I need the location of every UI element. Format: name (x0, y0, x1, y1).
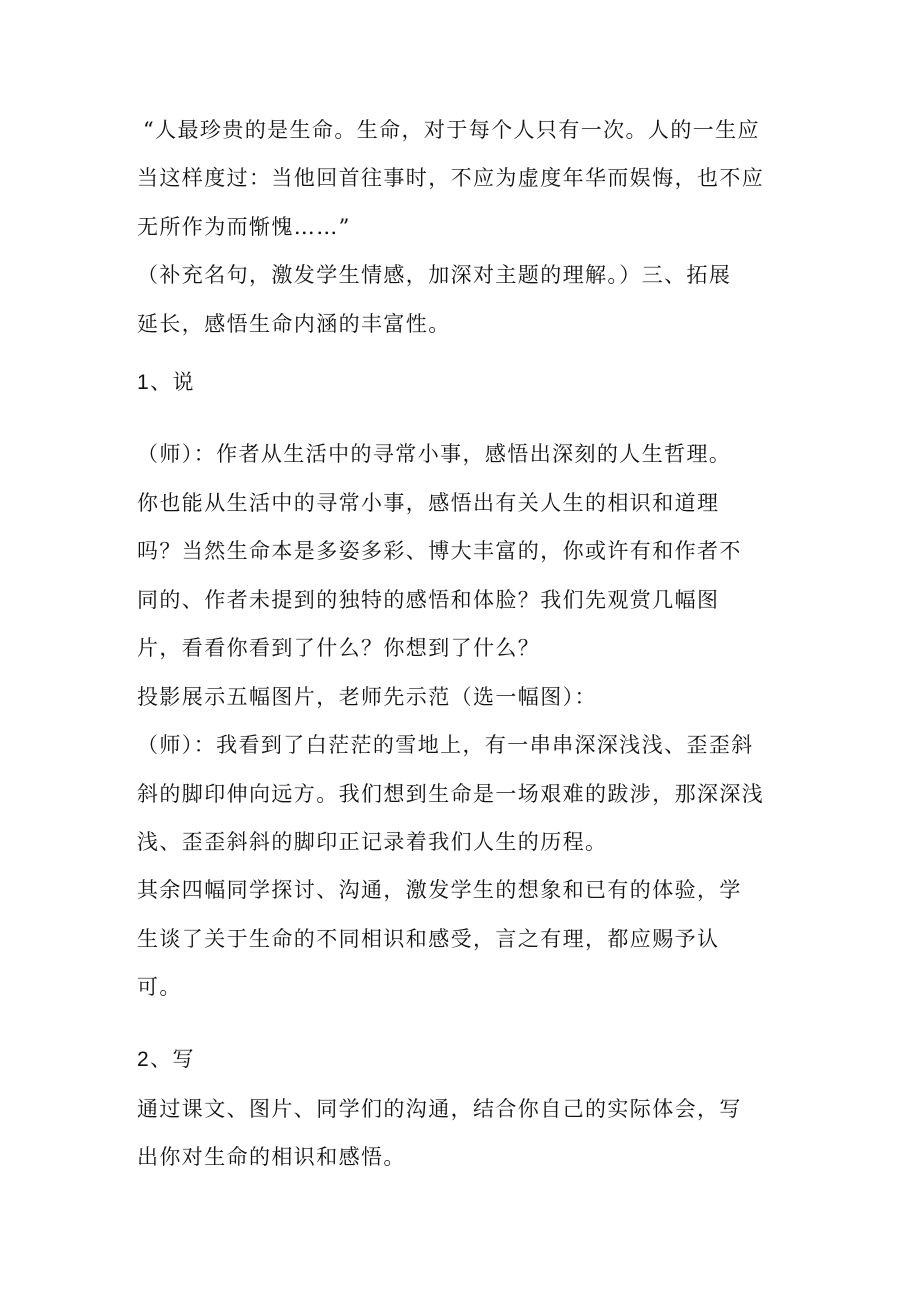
quote-line-2: 当这样度过：当他回首往事时，不应为虚度年华而娱悔，也不应 (137, 166, 765, 190)
paragraph-line: （师）：我看到了白茫茫的雪地上，有一串串深深浅浅、歪歪斜 (137, 733, 754, 757)
paragraph-line: （师）：作者从生活中的寻常小事，感悟出深刻的人生哲理。 (137, 442, 732, 466)
paragraph-line: 其余四幅同学探讨、沟通，激发学生的想象和已有的体验，学 (137, 878, 742, 902)
paragraph-line: 生谈了关于生命的不同相识和感受，言之有理，都应赐予认 (137, 927, 720, 951)
paragraph-line: 出你对生命的相识和感悟。 (137, 1145, 406, 1169)
paragraph-line: 斜的脚印伸向远方。我们想到生命是一场艰难的跋涉，那深深浅 (137, 782, 765, 806)
paragraph-line: 浅、歪歪斜斜的脚印正记录着我们人生的历程。 (137, 830, 608, 854)
paragraph-line: 片，看看你看到了什么？你想到了什么？ (137, 636, 541, 660)
section-heading-write: 2、写 (137, 1048, 195, 1071)
quote-line-1: “人最珍贵的是生命。生命，对于每个人只有一次。人的一生应 (143, 118, 760, 142)
section-heading-speak: 1、说 (137, 371, 195, 394)
note-line-2: 延长，感悟生命内涵的丰富性。 (137, 312, 451, 336)
paragraph-line: 可。 (137, 975, 182, 999)
paragraph-line: 通过课文、图片、同学们的沟通，结合你自己的实际体会，写 (137, 1097, 742, 1121)
paragraph-line: 投影展示五幅图片，老师先示范（选一幅图）： (137, 685, 597, 709)
paragraph-line: 同的、作者未提到的独特的感悟和体脸？我们先观赏几幅图 (137, 588, 720, 612)
paragraph-line: 吗？当然生命本是多姿多彩、博大丰富的，你或许有和作者不 (137, 539, 742, 563)
paragraph-line: 你也能从生活中的寻常小事，感悟出有关人生的相识和道理 (137, 491, 720, 515)
quote-line-3: 无所作为而惭愧……” (137, 215, 351, 239)
note-line-1: （补充名句，激发学生情感，加深对主题的理解。）三、拓展 (137, 263, 732, 287)
